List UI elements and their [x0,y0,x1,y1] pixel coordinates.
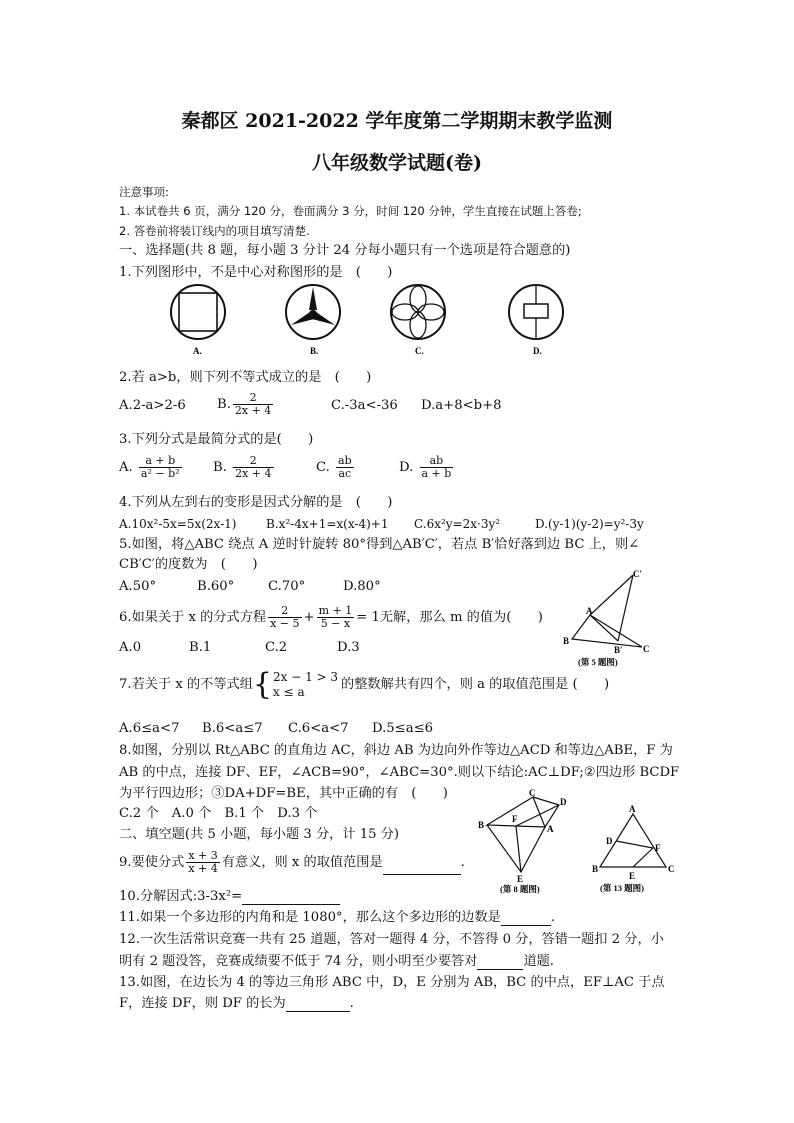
q7-prefix: 7.若关于 x 的不等式组 [119,677,253,692]
q13-label-a: A [629,804,636,814]
q8-line-2: AB 的中点，连接 DF、EF，∠ACB=90°，∠ABC=30°.则以下结论:AC⊥DF;②四边形 BCDF [119,765,680,780]
q3-option-b [213,455,276,480]
q5-figure [558,565,668,670]
q11-line [119,910,555,926]
note-1: 1. 本试卷共 6 页，满分 120 分，卷面满分 3 分，时间 120 分钟，学生直接在试题上答卷; [119,204,582,218]
q12-line-2a: 明有 2 题没答，竞赛成绩要不低于 74 分，则小明至少要答对 [119,954,478,969]
q5-line-2: CB′C′的度数为 ( ) [119,557,258,572]
q2-option-b [217,392,275,417]
q1-figures [160,284,580,359]
q2-option-b-num: 2 [233,392,273,405]
q3-option-b-num: 2 [233,455,273,468]
exam-subtitle: 八年级数学试题(卷) [312,152,482,174]
q5-label-c-prime: C′ [633,569,643,579]
q7-option-c: C.6<a<7 [288,721,349,736]
q2-option-c: C.-3a<-36 [331,398,398,413]
q6-option-c: C.2 [265,640,288,655]
q9-fraction-den: x + 4 [188,862,218,875]
q6-option-b: B.1 [189,640,212,655]
q2-option-a: A.2-a>2-6 [119,398,186,413]
q13-label-f: F [655,843,661,853]
q1-label-c: C. [415,346,424,356]
q8-line-1: 8.如图，分别以 Rt△ABC 的直角边 AC，斜边 AB 为边向外作等边△ACD 和等边△ABE，F 为 [119,743,673,758]
q12-line-2 [119,954,554,970]
q11-end: . [550,910,556,925]
q7-brace: { [252,666,272,702]
q3-option-c [316,455,356,480]
q3-option-a-prefix: A. [119,460,133,475]
q8-figure-caption: (第 8 题图) [500,884,540,894]
q2-option-d: D.a+8<b+8 [421,398,502,413]
q1-figure-a [171,285,225,339]
q1-figure-c [391,285,445,339]
q8-label-a: A [547,824,554,834]
q8-figure [475,785,585,895]
q13-line-2 [119,996,354,1012]
q9-end: . [460,855,465,870]
q8-label-f: F [512,814,518,824]
q13-label-d: D [606,836,613,846]
q3-option-b-fraction [233,455,273,480]
q6-fraction-2-den: 5 − x [320,617,351,630]
q10-answer-blank[interactable] [242,904,340,905]
q6-fraction-2 [317,605,355,630]
q3-option-a-den: a² − b² [140,467,180,480]
q3-option-d-num: ab [420,455,454,468]
q6-fraction-1-den: x − 5 [270,617,300,630]
q3-option-d-fraction [420,455,454,480]
q13-end: . [349,996,354,1011]
q13-figure-caption: (第 13 题图) [600,883,644,893]
q3-option-d-den: a + b [421,467,452,480]
q2-option-b-prefix: B. [217,397,231,412]
q3-option-b-prefix: B. [213,460,227,475]
q1-figure-d [509,285,563,339]
q7-option-d: D.5≤a≤6 [372,721,434,736]
q5-label-b: B [563,636,570,646]
q13-line-1: 13.如图，在边长为 4 的等边三角形 ABC 中，D，E 分别为 AB，BC 的中点，EF⊥AC 于点 [119,975,665,990]
exam-title: 秦都区 2021-2022 学年度第二学期期末教学监测 [181,110,613,132]
q1-label-d: D. [533,346,542,356]
q9-line [119,850,465,875]
q2-option-b-fraction [233,392,273,417]
q7-inequality-1: 2x − 1 > 3 [273,669,339,684]
q8-label-b: B [478,820,485,830]
q5-line-1: 5.如图，将△ABC 绕点 A 逆时针旋转 80°得到△AB′C′，若点 B′恰好落到边 BC 上，则∠ [119,537,640,552]
q3-option-a-num: a + b [139,455,182,468]
q5-option-c: C.70° [268,579,306,594]
q11-answer-blank[interactable] [501,925,551,926]
q7-line [119,668,609,702]
q2-option-b-den: 2x + 4 [234,404,272,417]
q7-option-a: A.6≤a<7 [119,721,180,736]
note-2: 2. 答卷前将装订线内的项目填写清楚. [119,224,310,238]
q3-option-a [119,455,184,480]
q3-option-c-den: ac [338,467,352,480]
q4-option-c: C.6x²y=2x·3y² [414,517,501,531]
q13-line-2-text: F，连接 DF，则 DF 的长为 [119,996,286,1011]
q7-suffix: 的整数解共有四个，则 a 的取值范围是 ( ) [341,677,610,692]
q3-option-d [399,455,455,480]
q3-stem: 3.下列分式是最简分式的是( ) [119,432,314,447]
q1-label-b: B. [310,346,319,356]
q3-option-a-fraction [139,455,182,480]
q4-option-b: B.x²-4x+1=x(x-4)+1 [266,517,389,531]
q9-answer-blank[interactable] [383,874,461,875]
q12-line-1: 12.一次生活常识竞赛一共有 25 道题，答对一题得 4 分，不答得 0 分，答错一题扣 2 分，小 [119,932,664,947]
q12-line-2b: 道题. [523,954,555,969]
q6-option-d: D.3 [337,640,360,655]
q1-stem: 1.下列图形中，不是中心对称图形的是 ( ) [119,265,393,280]
q9-suffix: 有意义，则 x 的取值范围是 [221,855,383,870]
q3-option-c-prefix: C. [316,460,330,475]
q5-label-b-prime: B′ [614,645,623,655]
q1-label-a: A. [193,346,202,356]
q8-line-3: 为平行四边形；③DA+DF=BE，其中正确的有 ( ) [119,786,448,801]
q8-label-d: D [560,797,567,807]
q13-label-c: C [668,864,675,874]
q6-fraction-1 [268,605,301,630]
q6-plus: + [303,610,315,625]
q9-fraction-num: x + 3 [188,849,218,862]
q10-text: 10.分解因式:3-3x²= [119,889,243,904]
q3-option-d-prefix: D. [399,460,414,475]
q7-option-b: B.6<a≤7 [202,721,263,736]
q9-fraction [186,850,219,875]
q5-label-a: A [586,606,593,616]
q4-option-d: D.(y-1)(y-2)=y²-3y [535,517,644,531]
notes-heading: 注意事项: [119,185,169,199]
section-2-heading: 二、填空题(共 5 小题，每小题 3 分，计 15 分) [119,827,400,842]
q8-options: C.2 个 A.0 个 B.1 个 D.3 个 [119,806,318,821]
q2-stem: 2.若 a>b，则下列不等式成立的是 ( ) [119,370,372,385]
q6-line [119,605,543,630]
q6-prefix: 6.如果关于 x 的分式方程 [119,610,267,625]
q5-figure-caption: (第 5 题图) [578,657,618,667]
q3-option-b-den: 2x + 4 [235,467,272,480]
q6-fraction-1-num: 2 [268,605,301,618]
q12-answer-blank[interactable] [477,969,523,970]
q7-system [273,670,338,700]
q5-option-b: B.60° [197,579,235,594]
q13-figure [588,800,678,895]
q5-option-d: D.80° [343,579,381,594]
q8-label-c: C [529,788,536,798]
q9-prefix: 9.要使分式 [119,855,185,870]
section-1-heading: 一、选择题(共 8 题，每小题 3 分计 24 分每小题只有一个选项是符合题意的) [119,243,571,258]
q13-label-b: B [592,864,599,874]
q11-text: 11.如果一个多边形的内角和是 1080°，那么这个多边形的边数是 [119,910,501,925]
q3-option-c-num: ab [338,454,352,467]
q5-option-a: A.50° [119,579,157,594]
q4-stem: 4.下列从左到右的变形是因式分解的是 ( ) [119,495,393,510]
q7-inequality-2: x ≤ a [273,684,305,699]
q6-fraction-2-num: m + 1 [318,604,353,617]
q13-label-e: E [629,871,636,881]
q1-figure-b [286,285,340,339]
q6-suffix: = 1无解，那么 m 的值为( ) [356,610,543,625]
q8-label-e: E [517,874,524,884]
q6-option-a: A.0 [119,640,142,655]
q3-option-c-fraction [336,455,354,480]
q5-label-c: C [643,644,650,654]
q10-line [119,889,340,905]
q4-option-a: A.10x²-5x=5x(2x-1) [119,517,237,531]
q13-answer-blank[interactable] [286,1011,350,1012]
